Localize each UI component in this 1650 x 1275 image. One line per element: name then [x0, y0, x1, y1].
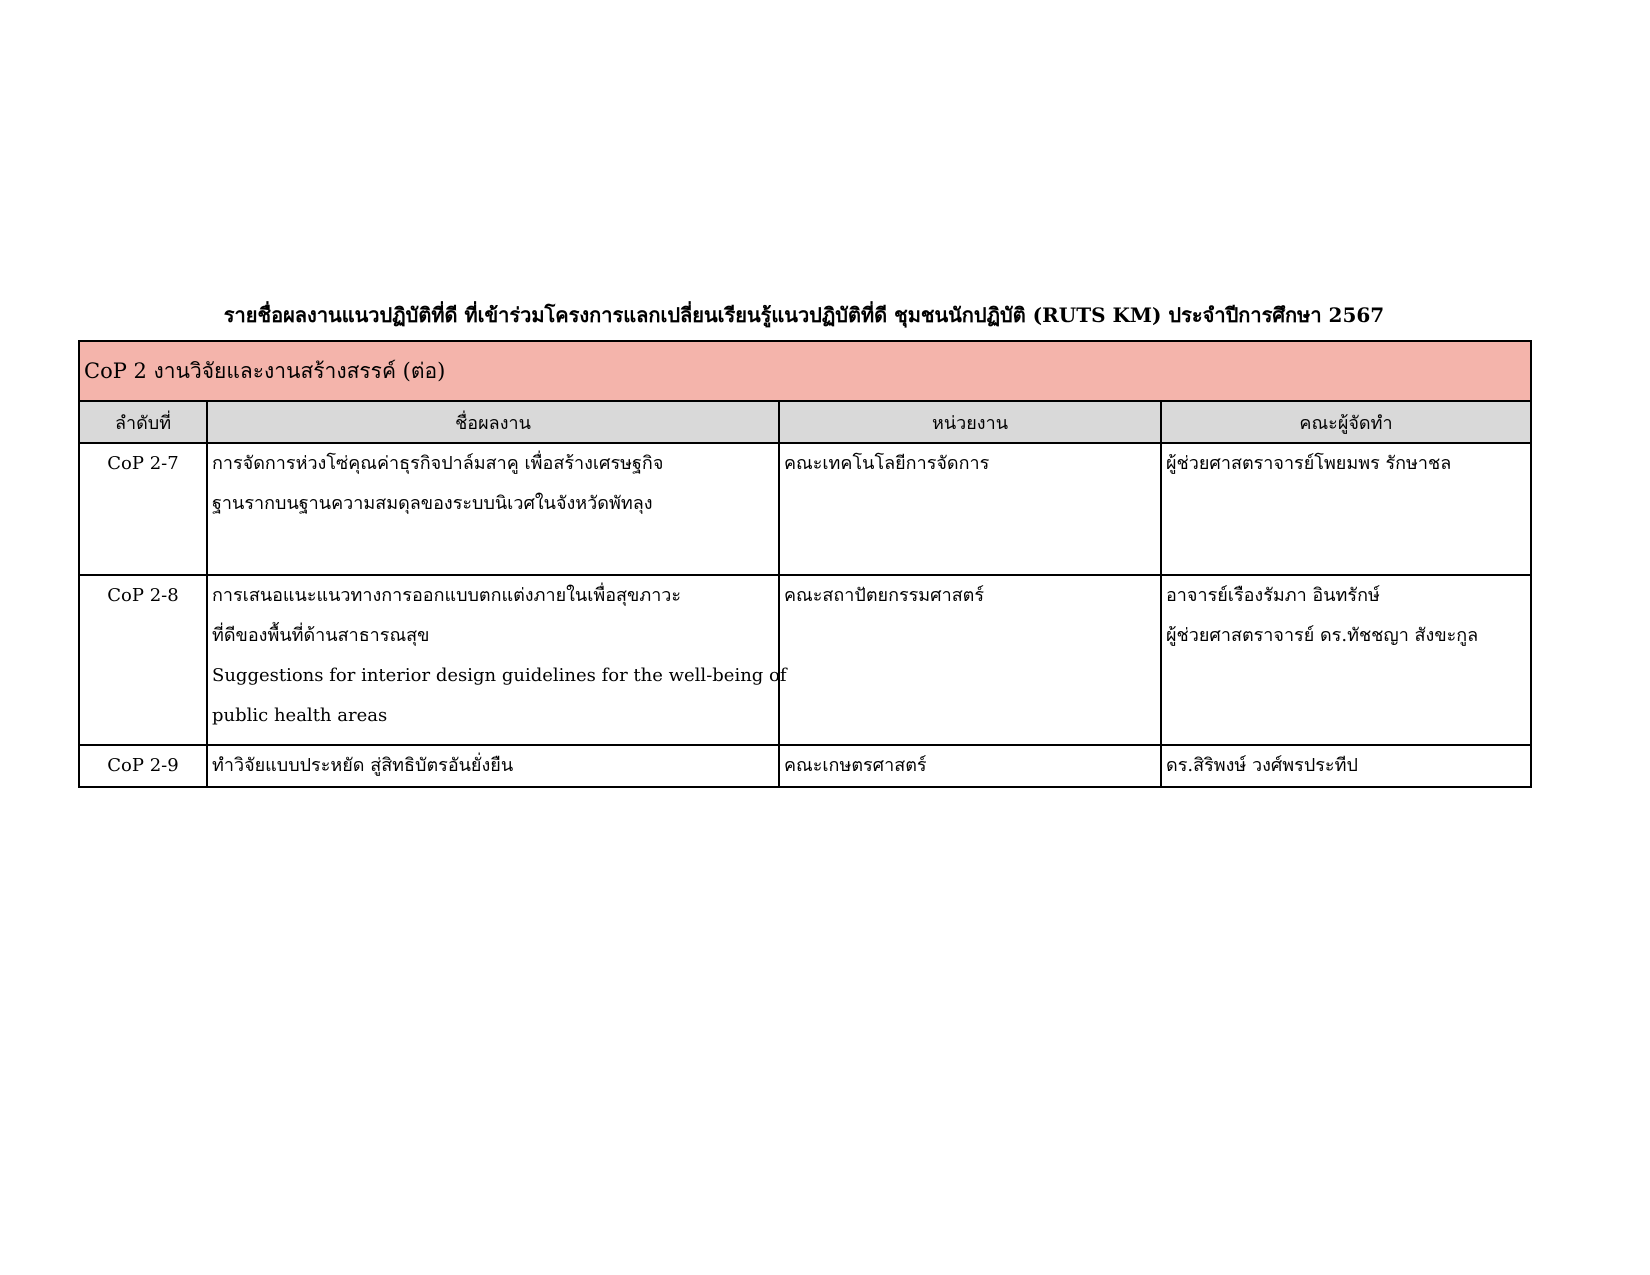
team-member: ดร.สิริพงษ์ วงศ์พรประทีป	[1166, 755, 1358, 776]
team-member: อาจารย์เรืองรัมภา อินทรักษ์	[1166, 585, 1380, 606]
work-title-cell	[207, 745, 779, 787]
work-title-line: Suggestions for interior design guidelines for the well-being of	[212, 665, 787, 686]
work-title-line: ที่ดีของพื้นที่ด้านสาธารณสุข	[212, 625, 430, 646]
section-label: CoP 2 งานวิจัยและงานสร้างสรรค์ (ต่อ)	[79, 341, 1531, 401]
row-number: CoP 2-7	[79, 443, 207, 575]
column-header-team: คณะผู้จัดทำ	[1161, 401, 1531, 443]
column-header-unit: หน่วยงาน	[779, 401, 1161, 443]
unit-cell: คณะเทคโนโลยีการจัดการ	[779, 443, 1161, 575]
column-header-work: ชื่อผลงาน	[207, 401, 779, 443]
work-title-cell	[207, 443, 779, 575]
table-row	[79, 745, 1531, 787]
team-member: ผู้ช่วยศาสตราจารย์ ดร.ทัชชญา สังขะกูล	[1166, 625, 1479, 646]
work-title-line: ทำวิจัยแบบประหยัด สู่สิทธิบัตรอันยั่งยืน	[212, 755, 514, 776]
column-header-row	[79, 401, 1531, 443]
unit-cell: คณะสถาปัตยกรรมศาสตร์	[779, 575, 1161, 745]
team-cell	[1161, 575, 1531, 745]
column-header-no: ลำดับที่	[79, 401, 207, 443]
row-number: CoP 2-8	[79, 575, 207, 745]
work-title-line: public health areas	[212, 705, 388, 726]
work-title-line: ฐานรากบนฐานความสมดุลของระบบนิเวศในจังหวัดพัทลุง	[212, 493, 653, 514]
works-table	[78, 340, 1532, 788]
team-member: ผู้ช่วยศาสตราจารย์โพยมพร รักษาชล	[1166, 453, 1452, 474]
row-number: CoP 2-9	[79, 745, 207, 787]
section-header-row	[79, 341, 1531, 401]
work-title-line: การจัดการห่วงโซ่คุณค่าธุรกิจปาล์มสาคู เพื่อสร้างเศรษฐกิจ	[212, 453, 664, 474]
document-title: รายชื่อผลงานแนวปฏิบัติที่ดี ที่เข้าร่วมโครงการแลกเปลี่ยนเรียนรู้แนวปฏิบัติที่ดี ชุมชนนักปฏิบัติ (RUTS KM) ประจำปีการศึกษา 2567	[223, 303, 1385, 327]
unit-cell: คณะเกษตรศาสตร์	[779, 745, 1161, 787]
work-title-line: การเสนอแนะแนวทางการออกแบบตกแต่งภายในเพื่อสุขภาวะ	[212, 585, 682, 606]
team-cell	[1161, 443, 1531, 575]
table-row	[79, 575, 1531, 745]
team-cell	[1161, 745, 1531, 787]
work-title-cell	[207, 575, 787, 745]
table-row	[79, 443, 1531, 575]
